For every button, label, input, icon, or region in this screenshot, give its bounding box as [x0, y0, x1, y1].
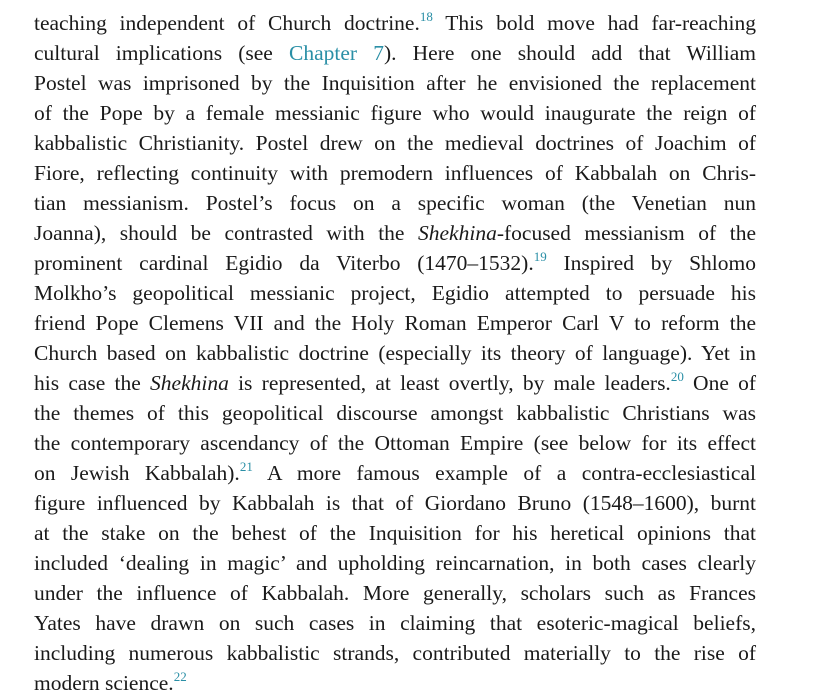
- text-run: One of: [683, 371, 756, 395]
- text-line: [34, 458, 756, 488]
- text-run: cultural implications (see: [34, 41, 289, 65]
- text-run: of the Pope by a female messianic figure who would inaugurate the reign of: [34, 101, 756, 125]
- text-run: at the stake on the behest of the Inquisition for his heretical opinions that: [34, 521, 756, 545]
- text-run: Yates have drawn on such cases in claiming that esoteric-magical beliefs,: [34, 611, 756, 635]
- chapter-7-link[interactable]: Chapter 7: [289, 41, 384, 65]
- text-run: Inspired by Shlomo: [546, 251, 757, 275]
- text-line: [34, 278, 756, 308]
- text-run: on Jewish Kabbalah).: [34, 461, 240, 485]
- text-line: [34, 548, 756, 578]
- text-run: -focused messianism of the: [496, 221, 757, 245]
- text-line: [34, 608, 756, 638]
- text-run: This bold move had far-reaching: [432, 11, 756, 35]
- text-run: kabbalistic Christianity. Postel drew on the medieval doctrines of Joachim of: [34, 131, 756, 155]
- text-line: [34, 128, 756, 158]
- italic-term: Shekhina: [150, 371, 229, 395]
- text-run: modern science.: [34, 671, 174, 695]
- text-run: his case the: [34, 371, 151, 395]
- text-run: the themes of this geopolitical discourse amongst kabbalistic Christians was: [34, 401, 756, 425]
- text-line: [34, 218, 756, 248]
- text-line: [34, 518, 756, 548]
- text-line: [34, 338, 756, 368]
- footnote-ref-19[interactable]: 19: [533, 249, 547, 264]
- text-run: tian messianism. Postel’s focus on a specific woman (the Venetian nun: [34, 191, 756, 215]
- footnote-ref-21[interactable]: 21: [239, 459, 253, 474]
- text-line: [34, 638, 756, 668]
- text-line: [34, 248, 756, 278]
- footnote-ref-22[interactable]: 22: [173, 669, 187, 684]
- text-line: [34, 308, 756, 338]
- footnote-ref-20[interactable]: 20: [670, 369, 684, 384]
- text-run: is represented, at least overtly, by male leaders.: [228, 371, 671, 395]
- text-line: [34, 668, 756, 698]
- text-run: Postel was imprisoned by the Inquisition after he envisioned the replacement: [34, 71, 756, 95]
- body-paragraph: [34, 8, 756, 698]
- text-run: included ‘dealing in magic’ and upholding reincarnation, in both cases clearly: [34, 551, 756, 575]
- text-run: Joanna), should be contrasted with the: [34, 221, 419, 245]
- text-run: ). Here one should add that William: [383, 41, 756, 65]
- text-line: [34, 68, 756, 98]
- text-run: Molkho’s geopolitical messianic project, Egidio attempted to persuade his: [34, 281, 756, 305]
- text-line: [34, 488, 756, 518]
- text-line: [34, 428, 756, 458]
- text-run: including numerous kabbalistic strands, contributed materially to the rise of: [34, 641, 756, 665]
- text-run: Church based on kabbalistic doctrine (especially its theory of language). Yet in: [34, 341, 756, 365]
- text-run: teaching independent of Church doctrine.: [34, 11, 420, 35]
- text-line: [34, 578, 756, 608]
- text-run: friend Pope Clemens VII and the Holy Roman Emperor Carl V to reform the: [34, 311, 756, 335]
- text-run: Fiore, reflecting continuity with premodern influences of Kabbalah on Chris-: [34, 161, 756, 185]
- text-run: prominent cardinal Egidio da Viterbo (1470–1532).: [34, 251, 534, 275]
- text-line: [34, 368, 756, 398]
- text-line: [34, 98, 756, 128]
- text-line: [34, 188, 756, 218]
- italic-term: Shekhina: [418, 221, 497, 245]
- text-run: under the influence of Kabbalah. More generally, scholars such as Frances: [34, 581, 756, 605]
- text-run: A more famous example of a contra-ecclesiastical: [252, 461, 756, 485]
- text-line: [34, 158, 756, 188]
- text-line: [34, 8, 756, 38]
- text-run: the contemporary ascendancy of the Ottoman Empire (see below for its effect: [34, 431, 756, 455]
- text-line: [34, 38, 756, 68]
- footnote-ref-18[interactable]: 18: [419, 9, 433, 24]
- text-line: [34, 398, 756, 428]
- text-run: figure influenced by Kabbalah is that of Giordano Bruno (1548–1600), burnt: [34, 491, 756, 515]
